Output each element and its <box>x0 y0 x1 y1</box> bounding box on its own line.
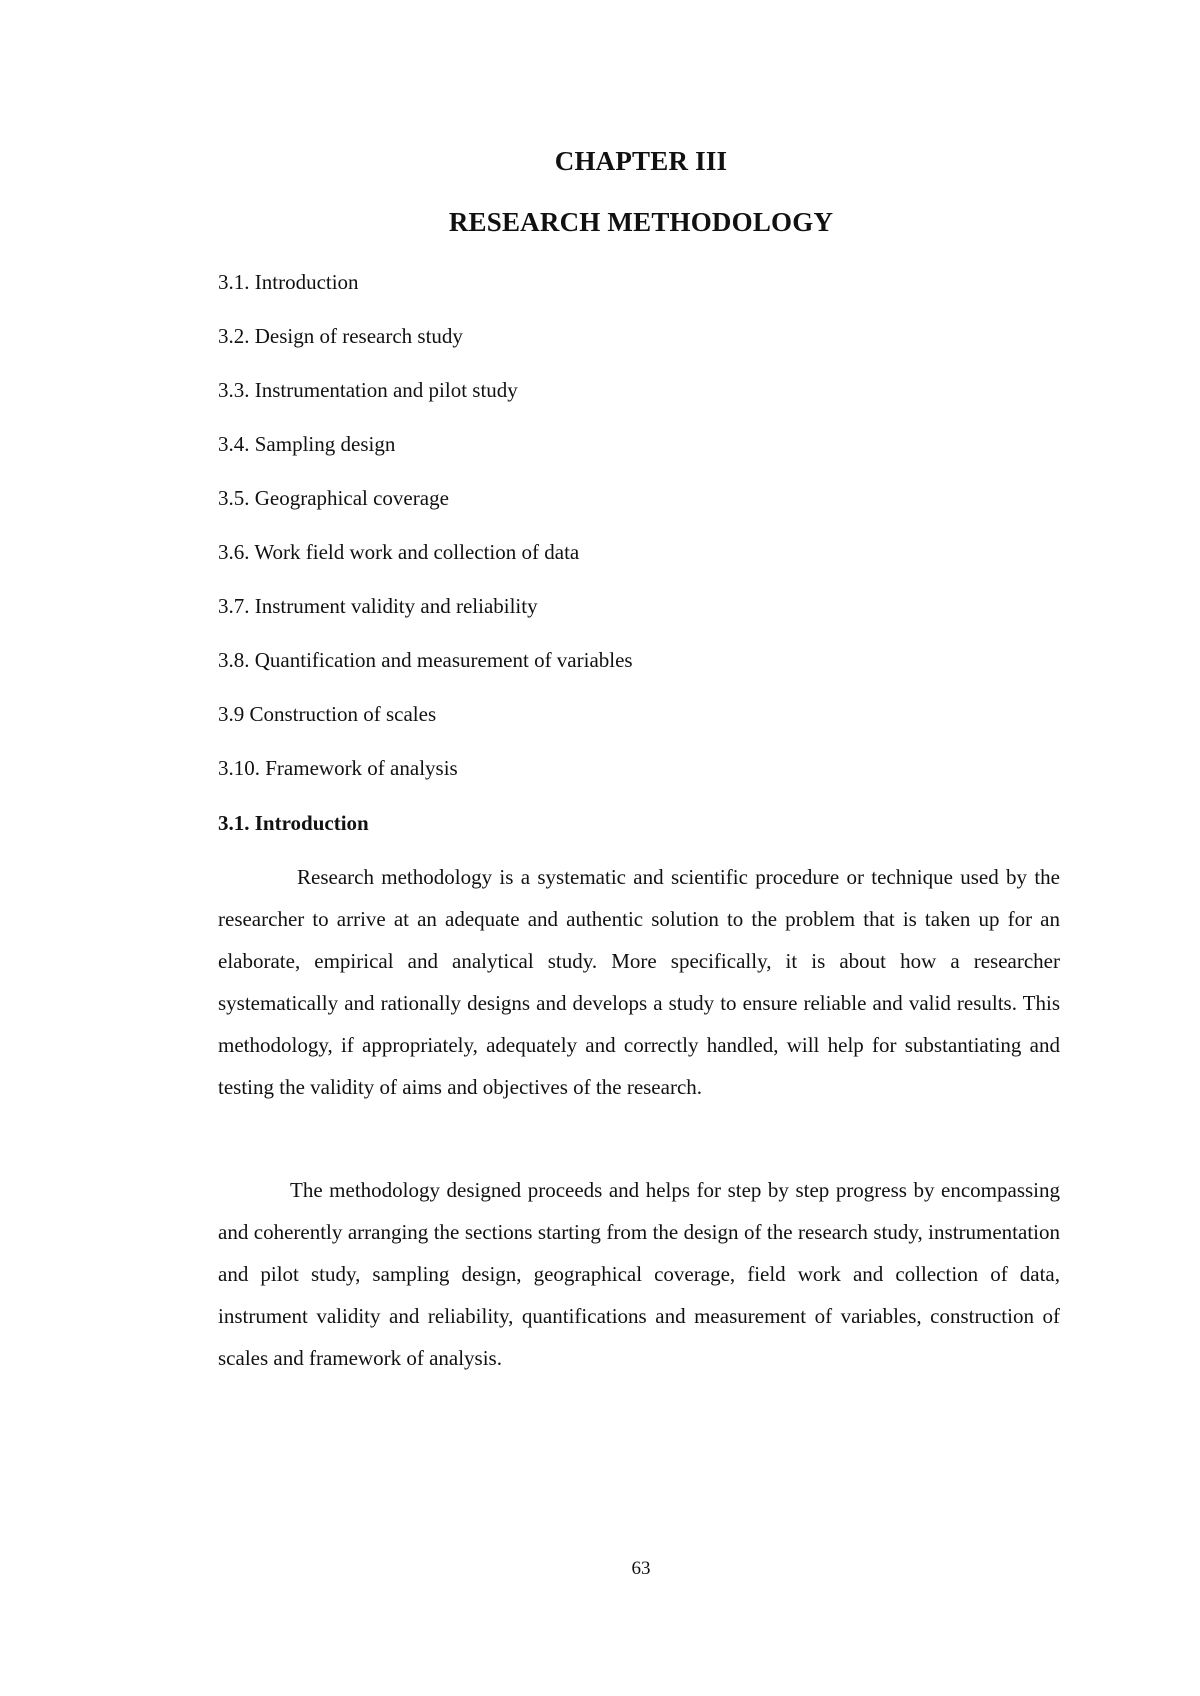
toc-item: 3.7. Instrument validity and reliability <box>218 594 538 618</box>
body-paragraph: The methodology designed proceeds and helps for step by step progress by encompassing and coherently arranging the sections starting from the design of the research study, instrumentation and pilot study, sampling design, geographical coverage, field work and collection of data, instrument validity and reliability, quantifications and measurement of variables, construction of scales and framework of analysis. <box>218 1178 1060 1370</box>
toc-item: 3.6. Work field work and collection of data <box>218 540 580 564</box>
toc-item: 3.8. Quantification and measurement of variables <box>218 648 633 672</box>
chapter-number: CHAPTER III <box>554 146 728 176</box>
toc-item: 3.5. Geographical coverage <box>218 486 449 510</box>
body-paragraph: Research methodology is a systematic and scientific procedure or technique used by the researcher to arrive at an adequate and authentic solution to the problem that is taken up for an elaborate, empirical and analytical study. More specifically, it is about how a researcher systematically and rationally designs and develops a study to ensure reliable and valid results. This methodology, if appropriately, adequately and correctly handled, will help for substantiating and testing the validity of aims and objectives of the research. <box>218 865 1060 1099</box>
toc-item: 3.2. Design of research study <box>218 324 463 348</box>
table-of-contents <box>218 268 633 808</box>
page-number: 63 <box>631 1558 651 1579</box>
toc-item: 3.3. Instrumentation and pilot study <box>218 378 518 402</box>
toc-item: 3.1. Introduction <box>218 270 359 294</box>
toc-item: 3.10. Framework of analysis <box>218 756 458 780</box>
chapter-title: RESEARCH METHODOLOGY <box>448 207 834 237</box>
toc-item: 3.4. Sampling design <box>218 432 396 456</box>
toc-item: 3.9 Construction of scales <box>218 702 437 726</box>
section-heading: 3.1. Introduction <box>218 811 369 835</box>
